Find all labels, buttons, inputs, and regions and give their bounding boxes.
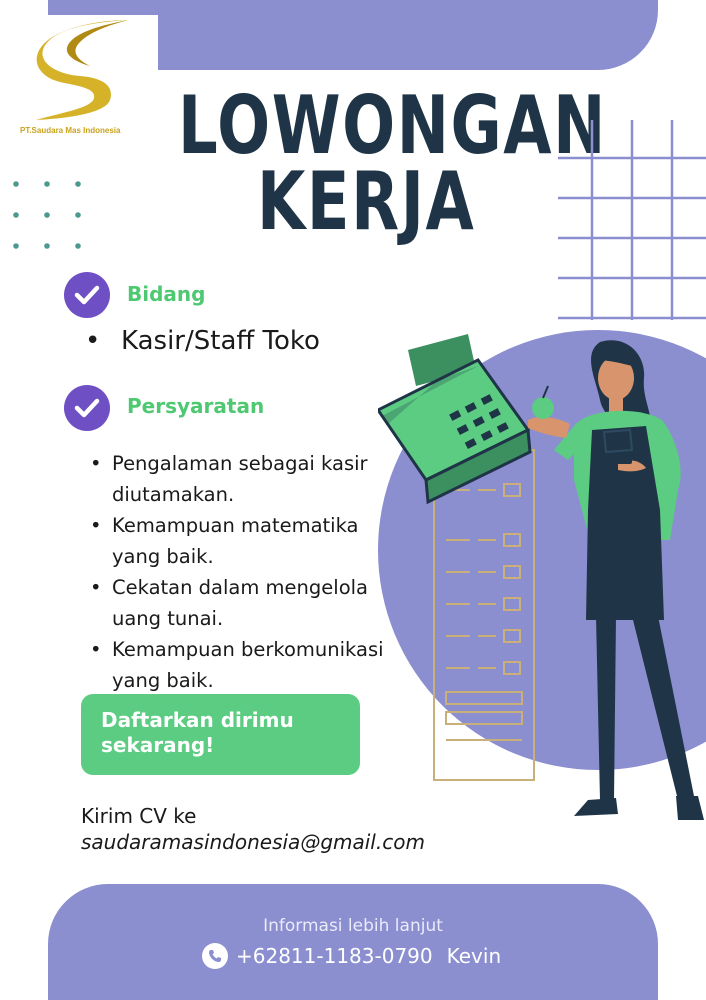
requirement-item: • Pengalaman sebagai kasir diutamakan. [90, 448, 410, 510]
contact-email-link[interactable]: saudaramasindonesia@gmail.com [81, 830, 425, 854]
bidang-check-badge [64, 272, 110, 318]
receipt-paper [434, 450, 534, 780]
register-now-button[interactable] [81, 694, 360, 775]
cashier-illustration [378, 320, 706, 840]
poster-title-line1: LOWONGAN [178, 79, 607, 172]
persyaratan-heading: Persyaratan [127, 394, 265, 418]
more-info-label: Informasi lebih lanjut [263, 916, 443, 936]
contact-person-name: Kevin [446, 944, 502, 968]
bidang-item: • Kasir/Staff Toko [85, 324, 320, 358]
persyaratan-list [90, 448, 410, 696]
bidang-heading: Bidang [127, 282, 206, 306]
company-name: PT.Saudara Mas Indonesia [20, 126, 121, 135]
requirement-item: • Kemampuan berkomunikasi yang baik. [90, 634, 410, 696]
check-icon [64, 385, 110, 431]
decorative-grid [556, 120, 706, 320]
cashier-woman-figure [528, 340, 704, 820]
persyaratan-check-badge [64, 385, 110, 431]
contact-row [202, 940, 501, 972]
register-now-label: Daftarkan dirimu sekarang! [101, 708, 294, 757]
requirement-item: • Cekatan dalam mengelola uang tunai. [90, 572, 410, 634]
requirement-item: • Kemampuan matematika yang baik. [90, 510, 410, 572]
bidang-list [85, 324, 320, 358]
poster-title-line2: KERJA [257, 155, 476, 248]
decorative-dots [10, 178, 85, 253]
cv-instruction: Kirim CV ke [81, 804, 197, 828]
whatsapp-phone-icon [202, 943, 228, 969]
contact-phone-number[interactable]: +62811-1183-0790 [236, 944, 433, 968]
check-icon [64, 272, 110, 318]
company-logo-icon [30, 16, 136, 122]
